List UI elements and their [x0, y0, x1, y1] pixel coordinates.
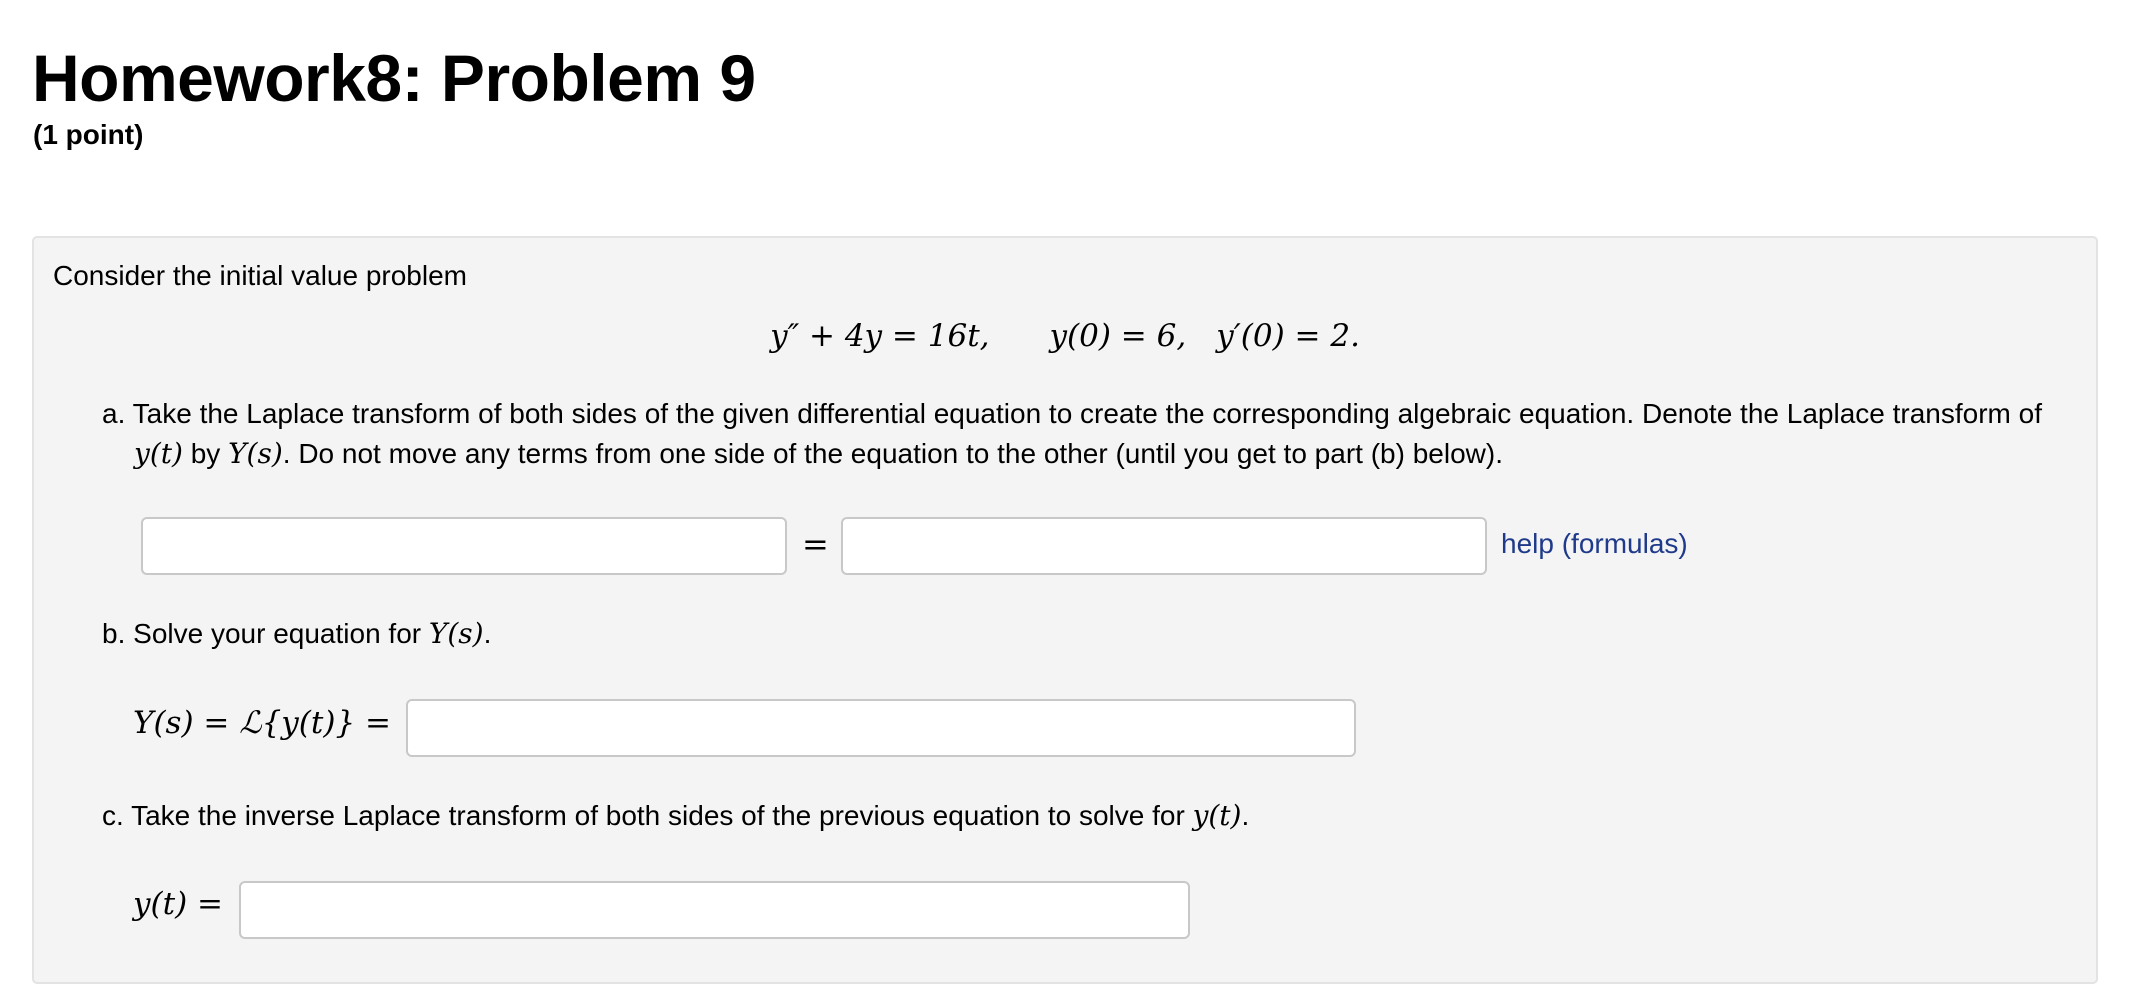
help-formulas-link[interactable]: help (formulas): [1501, 528, 1688, 559]
part-a-marker: a.: [102, 398, 126, 429]
part-b-text: [102, 614, 491, 654]
part-c-instructions: Take the inverse Laplace transform of both sides of the previous equation to solve for: [131, 800, 1185, 831]
part-a-math-y: y(t): [134, 437, 183, 470]
laplace-right-input[interactable]: [841, 517, 1487, 575]
display-equation: [34, 316, 2096, 356]
part-a-math-Y: Y(s): [228, 437, 283, 470]
points-label: (1 point): [33, 119, 144, 150]
part-b-answer-label: Y(s) = ℒ{y(t)} =: [133, 705, 392, 741]
Y-of-s-input[interactable]: [406, 699, 1356, 757]
part-a-by: by: [190, 438, 221, 469]
page-title: Homework8: Problem 9: [32, 41, 756, 115]
part-b-marker: b.: [102, 618, 126, 649]
part-c-period: .: [1241, 800, 1250, 831]
y-of-t-input[interactable]: [239, 881, 1190, 939]
part-c-text: [102, 796, 1249, 836]
initial-condition-2: y′(0) = 2.: [1216, 318, 1360, 354]
differential-equation: y″ + 4y = 16t,: [770, 318, 990, 354]
equals-sign: =: [802, 525, 829, 563]
part-c-answer-label: y(t) =: [133, 886, 223, 922]
part-c-marker: c.: [102, 800, 124, 831]
part-c-math: y(t): [1192, 799, 1242, 832]
part-a-text: [102, 394, 2082, 474]
problem-intro: Consider the initial value problem: [53, 260, 467, 291]
part-a-instructions: Take the Laplace transform of both sides of the given differential equation to create the corresponding algebraic equation. Denote the Laplace transform of: [132, 398, 2042, 429]
problem-box: [32, 236, 2098, 984]
part-b-period: .: [483, 618, 492, 649]
part-b-instructions: Solve your equation for: [133, 618, 422, 649]
laplace-left-input[interactable]: [141, 517, 787, 575]
part-a-instructions-end: . Do not move any terms from one side of the equation to the other (until you get to part (b) below).: [282, 438, 1503, 469]
part-b-math: Y(s): [428, 617, 484, 650]
initial-condition-1: y(0) = 6,: [1049, 318, 1187, 354]
